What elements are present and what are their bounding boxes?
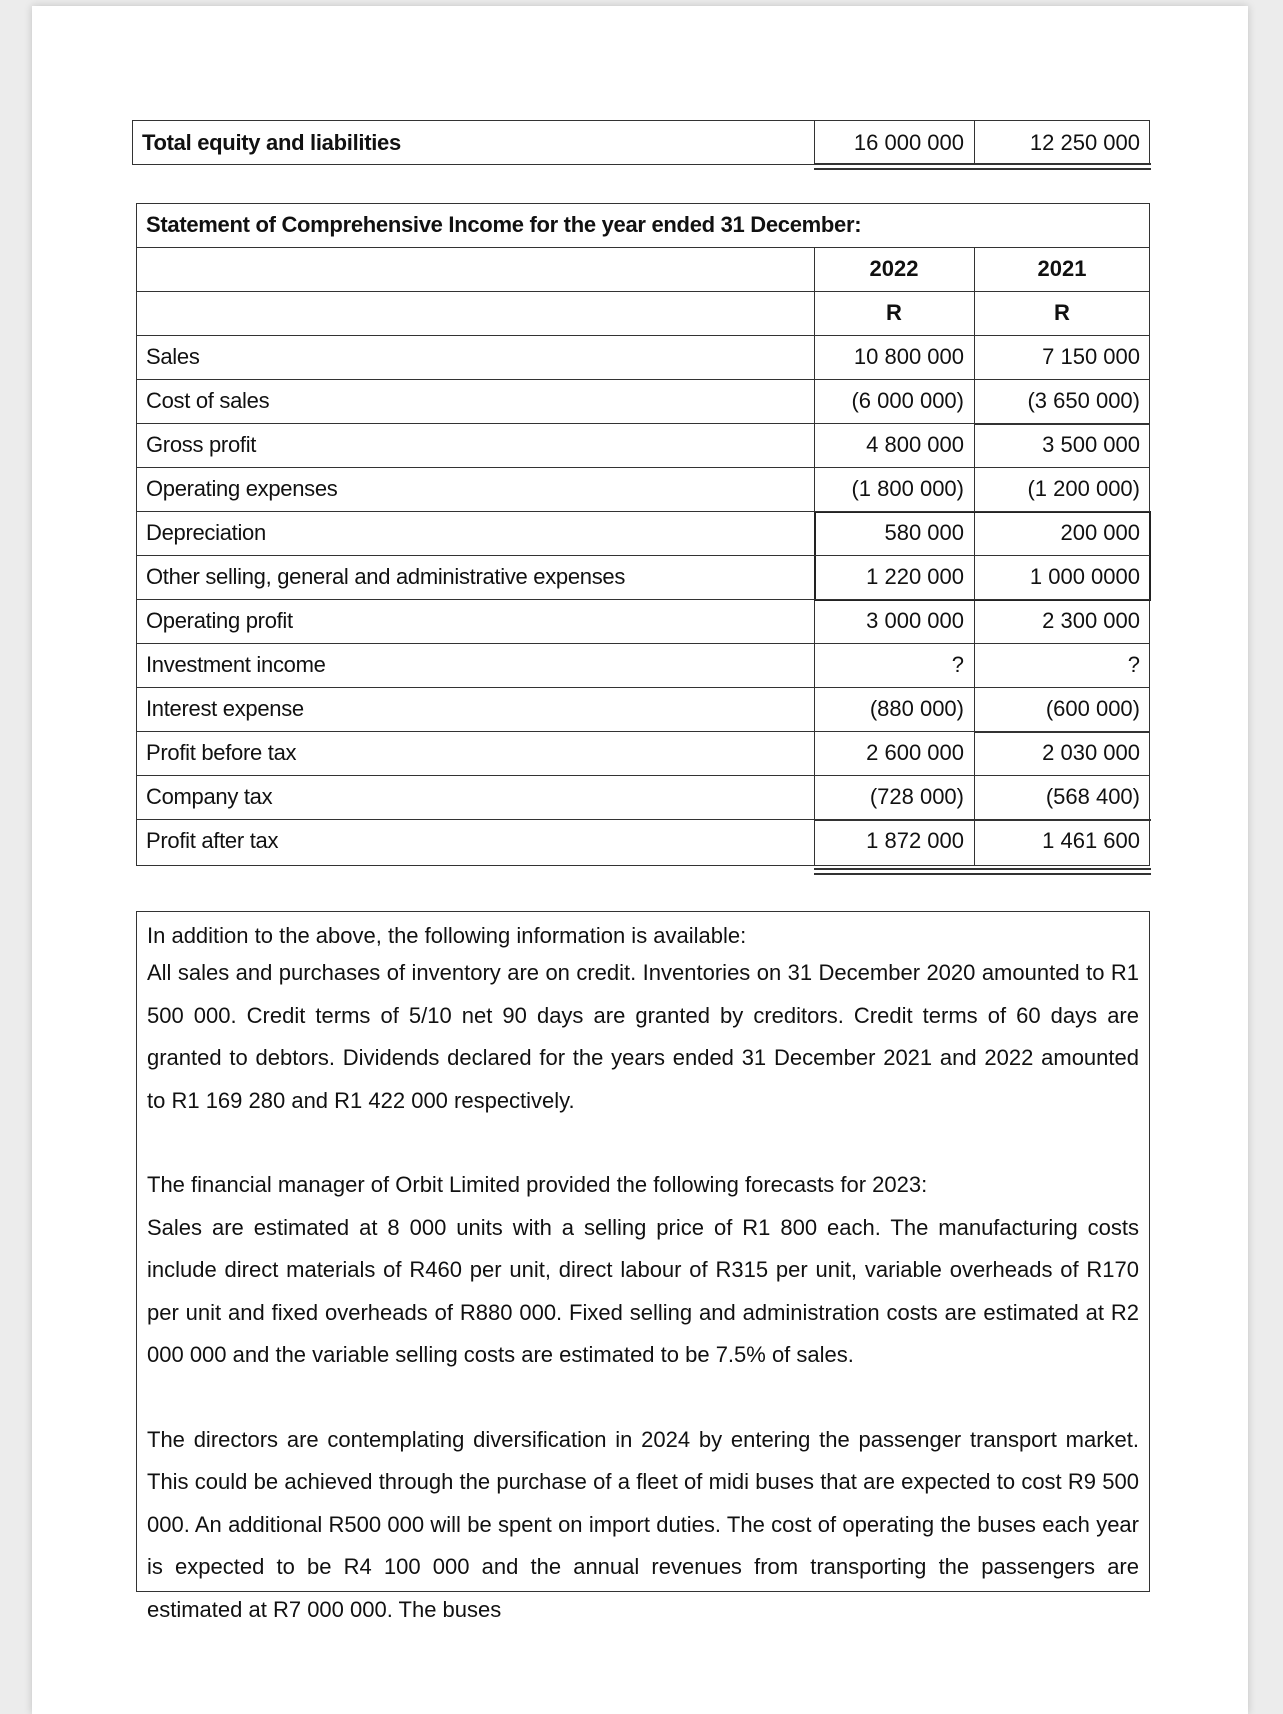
income-statement-title: Statement of Comprehensive Income for the year ended 31 December:: [146, 212, 862, 237]
diversification-paragraph: The directors are contemplating diversification in 2024 by entering the passenger transport market. This could be achieved through the purchase of a fleet of midi buses that are expected to cost R9 500 000. An additional R500 000 will be spent on import duties. The cost of operating the buses each year is expected to be R4 100 000 and the annual revenues from transporting the passengers are estimated at R7 000 000. The buses: [147, 1426, 1139, 1622]
row-value-2022-sales: 10 800 000: [853, 344, 964, 369]
row-label-profit-after-tax: Profit after tax: [146, 828, 279, 853]
total-equity-2021: 12 250 000: [1029, 129, 1140, 155]
row-value-2021-profit-before-tax: 2 030 000: [1042, 740, 1140, 765]
row-value-2021-investment-income: ?: [1127, 652, 1140, 677]
row-value-2021-other-selling-general-and-administrative-expenses: 1 000 0000: [1029, 564, 1140, 589]
currency-2022: R: [886, 300, 902, 325]
forecast-paragraph: Sales are estimated at 8 000 units with a selling price of R1 800 each. The manufacturing costs include direct materials of R460 per unit, direct labour of R315 per unit, variable overheads of R170 per unit and fixed overheads of R880 000. Fixed selling and administration costs are estimated at R2 000 000 and the variable selling costs are estimated to be 7.5% of sales.: [147, 1214, 1139, 1367]
additional-info-box: [136, 911, 1150, 1622]
row-value-2021-operating-profit: 2 300 000: [1042, 608, 1140, 633]
row-value-2021-cost-of-sales: (3 650 000): [1027, 388, 1140, 413]
row-label-company-tax: Company tax: [146, 784, 273, 809]
row-value-2021-depreciation: 200 000: [1060, 520, 1140, 545]
row-label-cost-of-sales: Cost of sales: [146, 388, 270, 413]
forecast-intro: The financial manager of Orbit Limited provided the following forecasts for 2023:: [147, 1172, 928, 1197]
row-label-profit-before-tax: Profit before tax: [146, 740, 297, 765]
row-value-2022-depreciation: 580 000: [884, 520, 964, 545]
row-value-2022-profit-before-tax: 2 600 000: [866, 740, 964, 765]
total-equity-label: Total equity and liabilities: [142, 129, 401, 155]
row-label-operating-profit: Operating profit: [146, 608, 293, 633]
row-value-2022-profit-after-tax: 1 872 000: [866, 828, 964, 853]
row-value-2021-gross-profit: 3 500 000: [1042, 432, 1140, 457]
row-value-2022-gross-profit: 4 800 000: [866, 432, 964, 457]
year-2022-header: 2022: [869, 256, 919, 281]
row-value-2022-company-tax: (728 000): [869, 784, 964, 809]
row-label-sales: Sales: [146, 344, 200, 369]
row-label-operating-expenses: Operating expenses: [146, 476, 338, 501]
currency-2021: R: [1054, 300, 1070, 325]
row-value-2022-interest-expense: (880 000): [869, 696, 964, 721]
row-value-2021-operating-expenses: (1 200 000): [1027, 476, 1140, 501]
row-value-2021-company-tax: (568 400): [1045, 784, 1140, 809]
row-label-interest-expense: Interest expense: [146, 696, 304, 721]
additional-info-intro: In addition to the above, the following information is available:: [147, 923, 747, 948]
row-value-2022-operating-expenses: (1 800 000): [851, 476, 964, 501]
total-equity-2022: 16 000 000: [853, 129, 964, 155]
row-value-2021-sales: 7 150 000: [1042, 344, 1140, 369]
row-value-2021-interest-expense: (600 000): [1045, 696, 1140, 721]
row-value-2021-profit-after-tax: 1 461 600: [1042, 828, 1140, 853]
row-label-depreciation: Depreciation: [146, 520, 266, 545]
document-page: [32, 6, 1248, 1714]
row-value-2022-cost-of-sales: (6 000 000): [851, 388, 964, 413]
row-value-2022-other-selling-general-and-administrative-expenses: 1 220 000: [866, 564, 964, 589]
row-label-other-selling-general-and-administrative-expenses: Other selling, general and administrative expenses: [146, 564, 626, 589]
row-value-2022-investment-income: ?: [951, 652, 964, 677]
additional-info-paragraph-1: All sales and purchases of inventory are on credit. Inventories on 31 December 2020 amounted to R1 500 000. Credit terms of 5/10 net 90 days are granted by creditors. Credit terms of 60 days are granted to debtors. Dividends declared for the years ended 31 December 2021 and 2022 amounted to R1 169 280 and R1 422 000 respectively.: [147, 960, 1139, 1113]
row-label-gross-profit: Gross profit: [146, 432, 257, 457]
row-label-investment-income: Investment income: [146, 652, 326, 677]
row-value-2022-operating-profit: 3 000 000: [866, 608, 964, 633]
year-2021-header: 2021: [1037, 256, 1087, 281]
